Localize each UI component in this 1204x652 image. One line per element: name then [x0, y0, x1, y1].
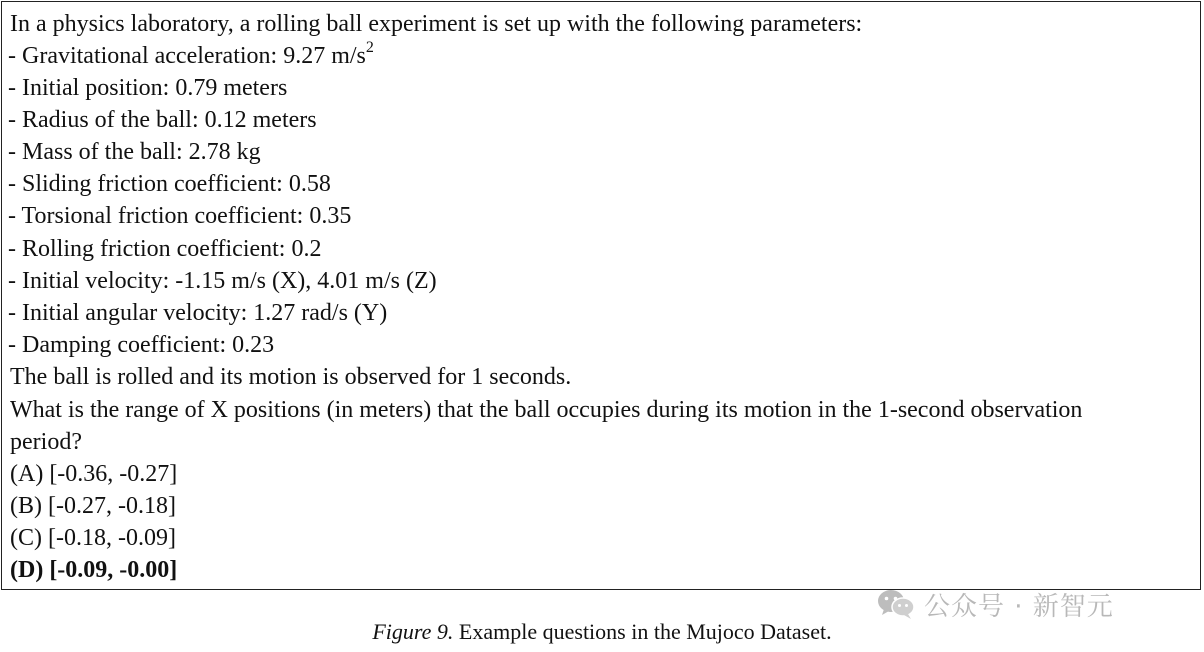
observation-text: The ball is rolled and its motion is observed for 1 seconds.	[10, 364, 572, 390]
caption-text: Example questions in the Mujoco Dataset.	[458, 619, 832, 644]
wechat-icon	[876, 588, 916, 620]
figure-label: Figure 9.	[372, 619, 454, 644]
option-a: (A) [-0.36, -0.27]	[10, 461, 178, 487]
param-gravity-text: - Gravitational acceleration: 9.27 m/s	[8, 43, 366, 69]
question-box	[1, 1, 1201, 590]
option-b: (B) [-0.27, -0.18]	[10, 493, 176, 519]
param-angular-velocity: - Initial angular velocity: 1.27 rad/s (Y)	[8, 300, 388, 326]
param-gravity-exponent: 2	[365, 39, 374, 56]
option-d-correct: (D) [-0.09, -0.00]	[10, 557, 178, 583]
question-intro: In a physics laboratory, a rolling ball experiment is set up with the following parameters:	[10, 11, 863, 37]
watermark-text: 公众号 · 新智元	[924, 591, 1114, 622]
param-initial-position: - Initial position: 0.79 meters	[8, 75, 288, 101]
param-gravity	[8, 40, 374, 72]
param-initial-velocity: - Initial velocity: -1.15 m/s (X), 4.01 m/s (Z)	[8, 268, 437, 294]
question-prompt-line1: What is the range of X positions (in meters) that the ball occupies during its motion in the 1-second observation	[10, 397, 1083, 423]
param-torsional-friction: - Torsional friction coefficient: 0.35	[8, 203, 352, 229]
figure-caption	[0, 618, 1204, 646]
watermark	[876, 586, 1114, 622]
param-damping: - Damping coefficient: 0.23	[8, 332, 275, 358]
option-c: (C) [-0.18, -0.09]	[10, 525, 176, 551]
param-mass: - Mass of the ball: 2.78 kg	[8, 139, 261, 165]
param-rolling-friction: - Rolling friction coefficient: 0.2	[8, 236, 322, 262]
param-sliding-friction: - Sliding friction coefficient: 0.58	[8, 171, 331, 197]
question-prompt-line2: period?	[10, 429, 82, 455]
param-radius: - Radius of the ball: 0.12 meters	[8, 107, 317, 133]
